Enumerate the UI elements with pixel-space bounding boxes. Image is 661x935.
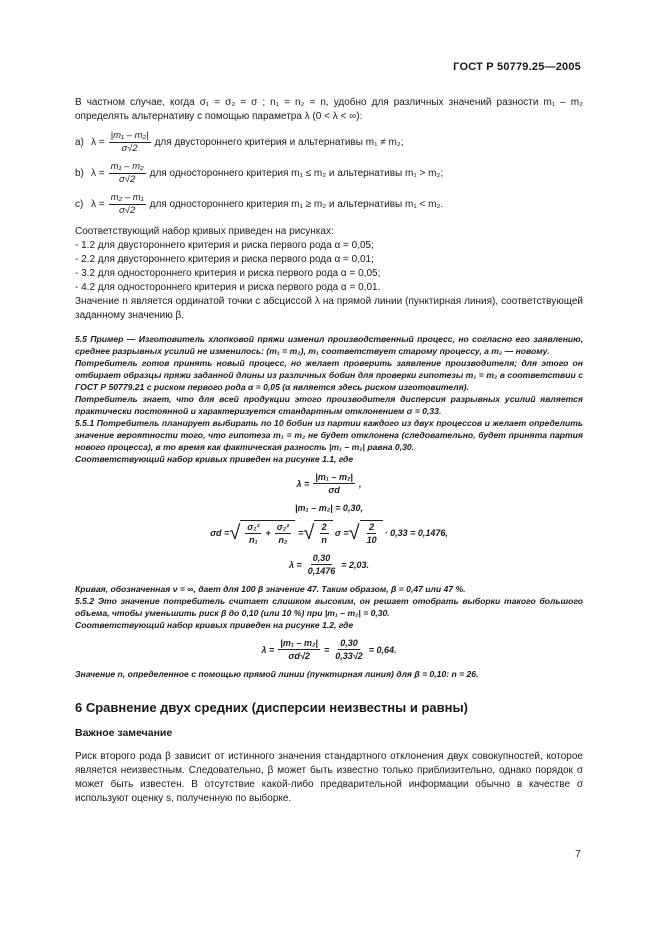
eq-sigma-radicand: $\frac{\text{σ₁²}}{\text{n₁}}$ + $\frac{\text{σ₂²}}{\text{n₂}}$ [240,520,295,546]
example-block [75,333,583,680]
important-note-title: Важное замечание [75,727,173,739]
document-body [75,96,583,806]
example-5-5: 5.5 Пример — Изготовитель хлопковой пряжи изменил производственный процесс, но согласно его заявлению, среднее разрывных усилий не изменилось: (m₁ = m₂), m₁ соответствует старому процессу, а m₂ — новому. [75,334,583,356]
formula-c-text: для одностороннего критерия m₁ ≥ m₂ и альтернативы m₁ < m₂. [149,198,444,210]
formula-b-numerator: m₁ – m₂ [110,161,144,172]
curves-list [75,225,583,295]
eq-sigma-rhs: · 0,33 = 0,1476, [384,528,448,538]
intro-paragraph: В частном случае, когда σ₁ = σ₂ = σ ; n₁ = n₂ = n, удобно для различных значений разности m₁ – m₂ определять альтернативу с помощью параметра λ (0 < λ < ∞): [75,97,583,122]
eq-lambda-den: σd [328,485,340,495]
eq-lambda3-rhs: = 0,64. [368,644,397,655]
document-header: ГОСТ Р 50779.25—2005 [453,61,581,73]
curves-item: - 2.2 для двустороннего критерия и риска первого рода α = 0,01; [75,254,374,265]
lambda-symbol: λ = [91,198,105,210]
curves-item: - 3.2 для одностороннего критерия и риска первого рода α = 0,05; [75,268,381,279]
sqrt-icon: √ [348,522,360,544]
example-5-5-1: 5.5.1 Потребитель планирует выбирать по 10 бобин из партии каждого из двух процессов и желает определить значение вероятности того, что гипотеза m₁ = m₂ не будет отклонена (следовательно, будет принята партия нового процесса), в то время как фактическая разность |m₁ – m₂| равна 0,30. [75,418,583,452]
example-knows: Потребитель знает, что для всей продукции этого производителя дисперсия разрывных усилий является практически постоянной и характеризуется стандартным отклонением σ = 0,33. [75,394,583,416]
eq-sigma-lhs: σd = [210,528,230,538]
formula-b-denominator: σ√2 [119,174,136,185]
eq-lambda-lhs: λ = [296,478,310,489]
eq-lambda3-num2: 0,30 [340,638,358,648]
eq-lambda2-den: 0,1476 [307,566,336,576]
curves-item: - 4.2 для одностороннего критерия и риска первого рода α = 0,01. [75,282,381,293]
formula-a-denominator: σ√2 [121,143,138,154]
page-number: 7 [575,848,581,860]
formula-b-text: для одностороннего критерия m₁ ≤ m₂ и альтернативы m₁ > m₂; [149,167,444,179]
eq-lambda2-fraction [306,552,338,577]
eq-lambda [75,471,583,496]
formula-c-denominator: σ√2 [119,205,136,216]
formula-b-fraction [109,161,146,186]
curves-item: - 1.2 для двустороннего критерия и риска первого рода α = 0,05; [75,240,374,251]
sqrt-icon: √ [303,522,315,544]
lambda-symbol: λ = [91,167,105,179]
eq-lambda2-rhs: = 2,03. [341,559,370,570]
formula-a-numerator: |m₁ – m₂| [110,130,149,141]
important-note-text: Риск второго рода β зависит от истинного значения стандартного отклонения двух совокупностей, которое является неизвестным. Следовательно, β может быть известно только приблизительно, однако порядок σ может быть известен. В отсутствие какой-либо предварительной информации обычно в качестве σ используют оценку s, полученную по выборке. [75,751,583,804]
example-set-1-2: Соответствующий набор кривых приведен на рисунке 1.2, где [75,620,354,630]
eq-lambda2-lhs: λ = [288,559,302,570]
formula-c-numerator: m₂ – m₁ [110,192,144,203]
eq-lambda-2 [75,552,583,577]
eq-lambda3-lhs: λ = [261,644,275,655]
eq-lambda-num: |m₁ – m₂| [315,472,353,482]
eq-lambda3-fraction-2 [333,637,364,662]
example-consumer: Потребитель готов принять новый процесс, но желает проверить заявление производителя; для этого он отбирает образцы пряжи заданной длины из различных бобин для проверки гипотезы m₁ = m₂ в соответствии с ГОСТ Р 50779.21 с риском первого рода α = 0,05 (α является здесь риском изготовителя). [75,358,583,392]
eq-lambda-tail: , [358,478,362,489]
eq-lambda3-den: σd√2 [288,651,310,661]
formula-b-label: b) [75,167,84,179]
eq-sigma-mid2: σ = [334,528,349,538]
lambda-symbol: λ = [91,136,105,148]
eq-diff: |m₁ – m₂| = 0,30, [295,503,363,513]
eq-lambda-fraction [313,471,355,496]
eq-lambda3-fraction [278,637,320,662]
example-5-5-2: 5.5.2 Это значение потребитель считает слишком высоким, он решает отобрать выборки такого большого объема, чтобы уменьшить риск β до 0,10 (или 10 %) при |m₁ – m₂| = 0,30. [75,596,583,618]
n-value-paragraph: Значение n является ординатой точки с абсциссой λ на прямой линии (пунктирная линия), соответствующей заданному значению β. [75,296,583,321]
eq-sigma-mid1: = [298,528,304,538]
eq-lambda2-num: 0,30 [312,553,331,563]
eq-lambda3-den2: 0,33√2 [335,651,363,661]
section-6-title: 6 Сравнение двух средних (дисперсии неизвестны и равны) [75,700,468,715]
curves-intro: Соответствующий набор кривых приведен на рисунках: [75,226,334,237]
eq-lambda3-num: |m₁ – m₂| [280,638,318,648]
formula-a [75,130,583,155]
example-n: Значение n, определенное с помощью прямой линии (пунктирная линия) для β = 0,10: n = 26. [75,669,479,679]
formula-b [75,161,583,186]
eq-sigma: σd = √ $\frac{\text{σ₁²}}{\text{n₁}}$ + $\frac{\text{σ₂²}}{\text{n₂}}$ = √ $\frac{2}{n}$ σ = √ $\frac{2}{10}$ · 0,33 = 0,1476, [210,522,448,545]
formula-a-label: а) [75,136,84,148]
formula-a-text: для двустороннего критерия и альтернативы m₁ ≠ m₂; [154,136,404,148]
example-curve: Кривая, обозначенная ν = ∞, дает для 100 β значение 47. Таким образом, β = 0,47 или 47 %. [75,584,466,594]
example-set-1-1: Соответствующий набор кривых приведен на рисунке 1.1, где [75,454,354,464]
sqrt-icon: √ [229,522,241,544]
eq-lambda-3 [75,637,583,662]
equals-sign: = [323,644,330,655]
formula-c [75,192,583,217]
formula-c-fraction [109,192,146,217]
formula-c-label: с) [75,198,84,210]
formula-a-fraction [109,130,151,155]
